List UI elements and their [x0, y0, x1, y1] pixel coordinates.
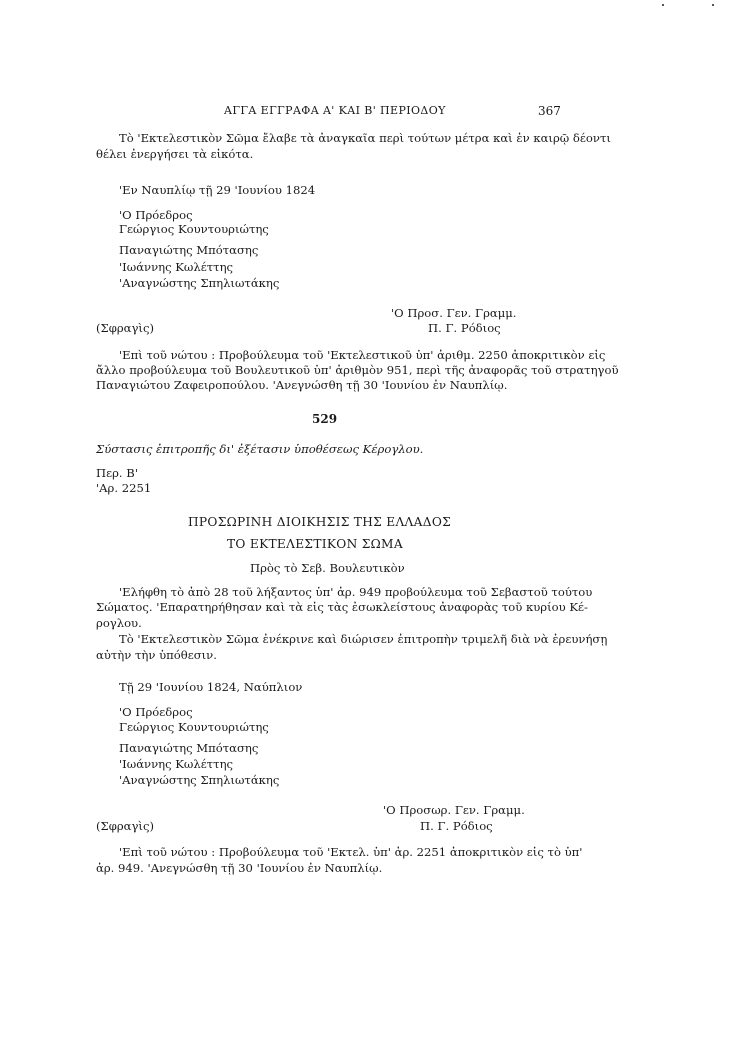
place-date: Τῇ 29 'Ιουνίου 1824, Ναύπλιον — [119, 680, 303, 694]
heading-authority: ΠΡΟΣΩΡΙΝΗ ΔΙΟΙΚΗΣΙΣ ΤΗΣ ΕΛΛΑΔΟΣ — [188, 515, 452, 529]
signatory-name: Γεώργιος Κουντουριώτης — [119, 720, 269, 734]
signatory-name: 'Αναγνώστης Σπηλιωτάκης — [119, 773, 280, 787]
scan-speck — [662, 4, 664, 6]
page-number: 367 — [538, 104, 561, 118]
secretary-name: Π. Γ. Ρόδιος — [420, 819, 493, 833]
para-line: Τὸ 'Εκτελεστικὸν Σῶμα ἔλαβε τὰ ἀναγκαῖα περὶ τούτων μέτρα καὶ ἐν καιρῷ δέοντι — [119, 131, 611, 145]
secretary-title: 'Ο Προσωρ. Γεν. Γραμμ. — [383, 803, 525, 817]
para-line: Τὸ 'Εκτελεστικὸν Σῶμα ἐνέκρινε καὶ διώρισεν ἐπιτροπὴν τριμελῆ διὰ νὰ ἐρευνήσῃ — [119, 632, 608, 646]
secretary-title: 'Ο Προσ. Γεν. Γραμμ. — [391, 306, 517, 320]
verso-line: ἀρ. 949. 'Ανεγνώσθη τῇ 30 'Ιουνίου ἐν Ναυπλίῳ. — [96, 861, 383, 875]
document-number: 529 — [312, 412, 338, 426]
document-subject: Σύστασις ἐπιτροπῆς δι' ἐξέτασιν ὑποθέσεως Κέρογλου. — [96, 442, 424, 456]
para-line: Σώματος. 'Επαρατηρήθησαν καὶ τὰ εἰς τὰς ἐσωκλείστους ἀναφορὰς τοῦ κυρίου Κέ- — [96, 600, 588, 614]
running-title: ΑΓΓΑ ΕΓΓΡΑΦΑ Α' ΚΑΙ Β' ΠΕΡΙΟΔΟΥ — [224, 104, 446, 117]
signatory-name: Γεώργιος Κουντουριώτης — [119, 222, 269, 236]
verso-line: ἄλλο προβούλευμα τοῦ Βουλευτικοῦ ὑπ' ἀριθμὸν 951, περὶ τῆς ἀναφορᾶς τοῦ στρατηγοῦ — [96, 363, 619, 377]
verso-line: 'Επὶ τοῦ νώτου : Προβούλευμα τοῦ 'Εκτελ. ὑπ' ἀρ. 2251 ἀποκριτικὸν εἰς τὸ ὑπ' — [119, 845, 583, 859]
addressee: Πρὸς τὸ Σεβ. Βουλευτικὸν — [250, 561, 405, 575]
scan-speck — [712, 4, 714, 6]
para-line: αὐτὴν τὴν ὑπόθεσιν. — [96, 648, 217, 662]
president-title: 'Ο Πρόεδρος — [119, 208, 193, 222]
seal: (Σφραγὶς) — [96, 819, 154, 833]
verso-line: 'Επὶ τοῦ νώτου : Προβούλευμα τοῦ 'Εκτελεστικοῦ ὑπ' ἀριθμ. 2250 ἀποκριτικὸν εἰς — [119, 348, 606, 362]
archive-number: 'Αρ. 2251 — [96, 481, 152, 495]
secretary-name: Π. Γ. Ρόδιος — [428, 321, 501, 335]
para-line: ρογλου. — [96, 616, 142, 630]
heading-body: ΤΟ ΕΚΤΕΛΕΣΤΙΚΟΝ ΣΩΜΑ — [227, 537, 403, 551]
verso-line: Παναγιώτου Ζαφειροπούλου. 'Ανεγνώσθη τῇ 30 'Ιουνίου ἐν Ναυπλίῳ. — [96, 378, 508, 392]
para-line: 'Ελήφθη τὸ ἀπὸ 28 τοῦ λήξαντος ὑπ' ἀρ. 949 προβούλευμα τοῦ Σεβαστοῦ τούτου — [119, 585, 593, 599]
signatory-name: 'Ιωάννης Κωλέττης — [119, 260, 234, 274]
signatory-name: Παναγιώτης Μπότασης — [119, 741, 259, 755]
signatory-name: 'Ιωάννης Κωλέττης — [119, 757, 234, 771]
signatory-name: 'Αναγνώστης Σπηλιωτάκης — [119, 276, 280, 290]
place-date: 'Εν Ναυπλίῳ τῇ 29 'Ιουνίου 1824 — [119, 183, 316, 197]
para-line: θέλει ἐνεργήσει τὰ εἰκότα. — [96, 147, 254, 161]
president-title: 'Ο Πρόεδρος — [119, 705, 193, 719]
signatory-name: Παναγιώτης Μπότασης — [119, 243, 259, 257]
period-label: Περ. Β' — [96, 466, 139, 480]
seal: (Σφραγὶς) — [96, 321, 154, 335]
